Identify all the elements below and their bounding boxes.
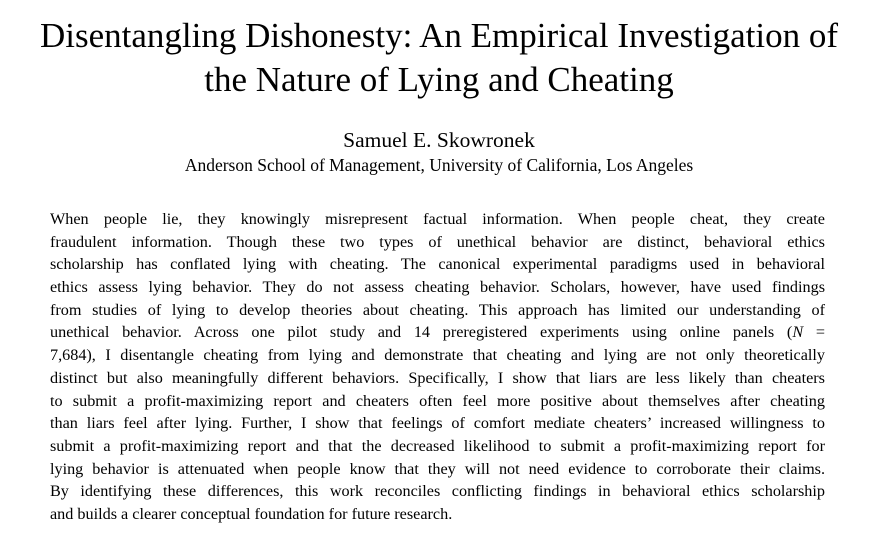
abstract-line: submit a profit-maximizing report and that the decreased likelihood to submit a profit-maximizing report for: [50, 436, 825, 455]
abstract: [50, 208, 825, 526]
abstract-line: 7,684), I disentangle cheating from lying and demonstrate that cheating and lying are not only theoretically: [50, 346, 825, 365]
abstract-line: distinct but also meaningfully different behaviors. Specifically, I show that liars are less likely than cheaters: [50, 368, 825, 387]
abstract-line: to submit a profit-maximizing report and cheaters often feel more positive about themselves after cheating: [50, 391, 825, 410]
author-affiliation: Anderson School of Management, University of California, Los Angeles: [184, 155, 694, 175]
abstract-line: ethics assess lying behavior. They do not assess cheating behavior. Scholars, however, have used findings: [50, 278, 825, 297]
title-line-1: Disentangling Dishonesty: An Empirical Investigation of: [39, 16, 839, 55]
abstract-line-last: and builds a clearer conceptual foundation for future research.: [50, 504, 453, 523]
abstract-line: By identifying these differences, this work reconciles conflicting findings in behavioral ethics scholarship: [50, 482, 825, 501]
abstract-line: lying behavior is attenuated when people know that they will not need evidence to corroborate their claims.: [50, 459, 825, 478]
abstract-line: fraudulent information. Though these two types of unethical behavior are distinct, behavioral ethics: [50, 232, 825, 251]
sample-size-symbol: N: [792, 323, 804, 342]
author-name: Samuel E. Skowronek: [343, 128, 535, 152]
title-line-2: the Nature of Lying and Cheating: [204, 60, 674, 99]
abstract-line: scholarship has conflated lying with cheating. The canonical experimental paradigms used in behavioral: [50, 255, 825, 274]
abstract-line: When people lie, they knowingly misrepresent factual information. When people cheat, they create: [50, 210, 825, 228]
abstract-line: than liars feel after lying. Further, I show that feelings of comfort mediate cheaters’ increased willingness to: [50, 414, 825, 433]
abstract-line-with-n: unethical behavior. Across one pilot study and 14 preregistered experiments using online panels (N =: [50, 323, 825, 342]
abstract-line: from studies of lying to develop theories about cheating. This approach has limited our understanding of: [50, 300, 825, 319]
paper-title: [0, 14, 878, 102]
